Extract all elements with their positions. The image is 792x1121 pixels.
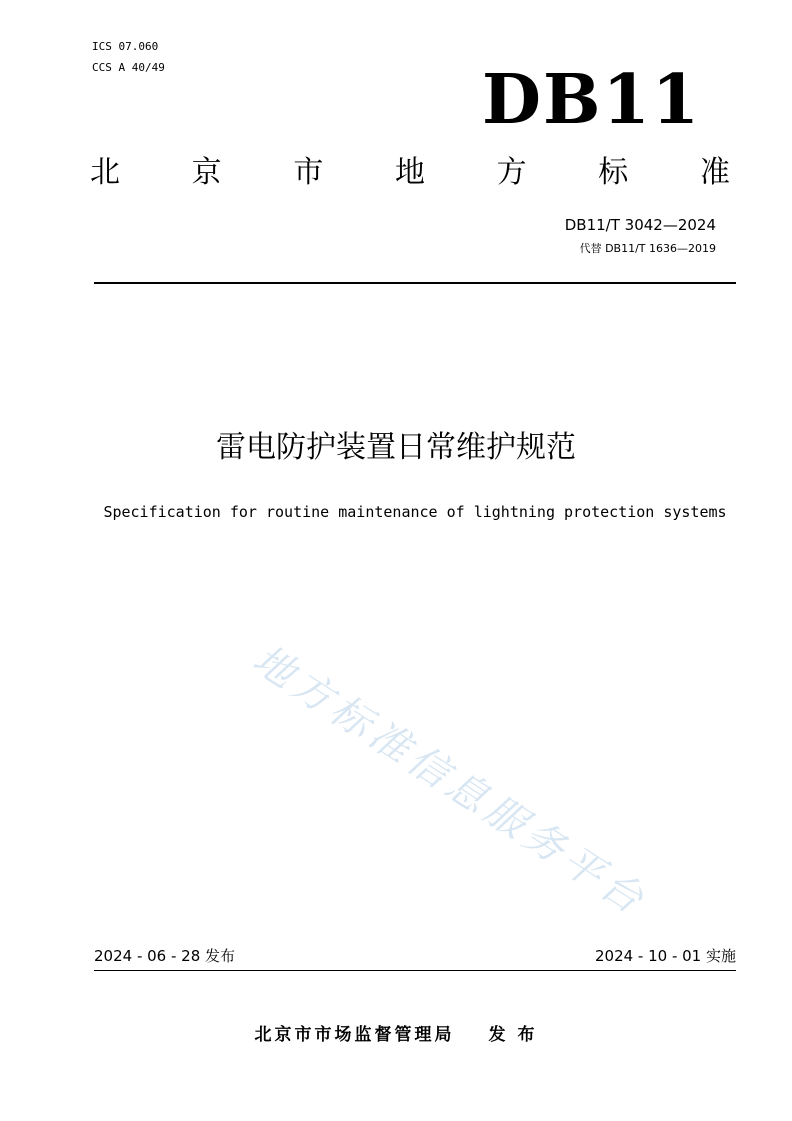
title-char: 京 [191, 155, 222, 190]
document-number: DB11/T 3042—2024 [564, 216, 716, 234]
ics-code: ICS 07.060 [92, 40, 159, 53]
bottom-divider [94, 970, 736, 971]
chinese-title: 雷电防护装置日常维护规范 [216, 430, 576, 465]
replaces-note: 代替 DB11/T 1636—2019 [579, 242, 716, 255]
title-char: 市 [293, 155, 324, 190]
standard-type-title [90, 150, 730, 196]
title-char: 北 [90, 155, 120, 190]
english-title: Specification for routine maintenance of lightning protection systems [103, 503, 727, 521]
issuer-name: 北京市市场监督管理局 [254, 1025, 455, 1045]
watermark: 地方标准信息服务平台 [244, 636, 656, 926]
title-char: 地 [394, 155, 425, 190]
title-char: 准 [699, 155, 730, 190]
db11-logo: DB11 [482, 60, 702, 140]
issuer-line [0, 1024, 792, 1046]
title-char: 方 [496, 155, 527, 190]
title-char: 标 [598, 155, 629, 190]
issuer-action: 发 布 [488, 1025, 538, 1045]
implementation-date: 2024 - 10 - 01 实施 [594, 947, 736, 965]
issue-date: 2024 - 06 - 28 发布 [94, 947, 236, 965]
top-divider [94, 282, 736, 284]
ccs-code: CCS A 40/49 [92, 61, 165, 74]
